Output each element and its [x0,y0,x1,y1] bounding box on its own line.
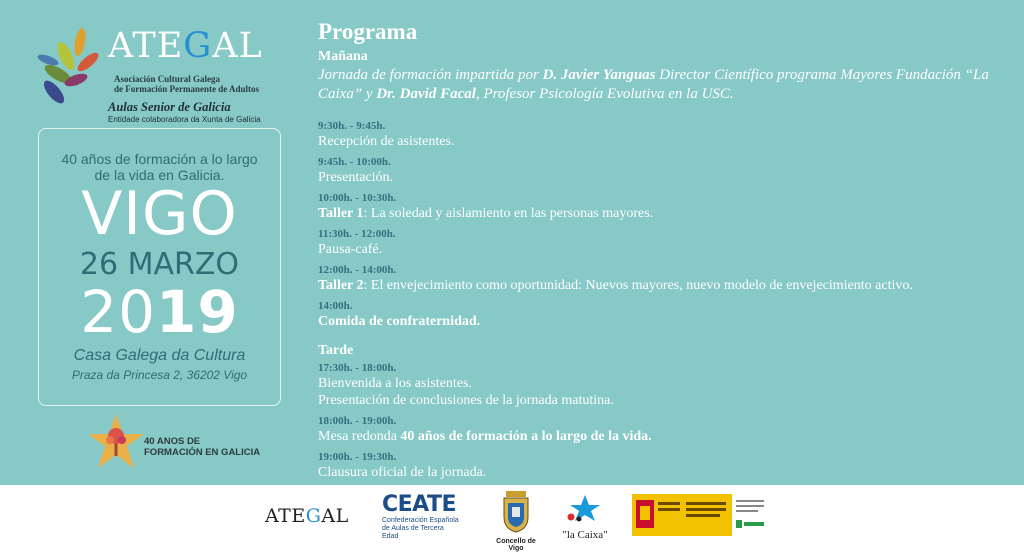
ceate-logo: CEATE Confederación Española de Aulas de Tercera Edad [382,492,459,540]
slot-text: Taller 1: La soledad y aislamiento en las personas mayores. [318,206,654,221]
caixa-star-icon [563,493,607,523]
event-venue: Casa Galega da Cultura [73,347,246,364]
program-intro: Jornada de formación impartida por D. Javier Yanguas Director Científico programa Mayores Fundación “La Caixa” y Dr. David Facal, Profesor Psicología Evolutiva en la USC. [318,67,989,102]
morning-slot [318,156,1008,186]
event-city: VIGO [81,179,238,249]
slot-text: Presentación. [318,170,394,185]
slot-time: 18:00h. - 19:00h. [318,415,397,427]
morning-label: Mañana [318,49,368,64]
slot-time: 19:00h. - 19:30h. [318,451,397,463]
afternoon-slot [318,362,1008,409]
program-title: Programa [318,19,418,44]
morning-slot [318,300,1008,330]
event-info-box [38,128,281,406]
slot-time: 12:00h. - 14:00h. [318,264,397,276]
leaves-emblem-icon [36,22,104,104]
la-caixa-logo: "la Caixa" [556,493,614,541]
program-section [318,18,1008,481]
event-address: Praza da Princesa 2, 36202 Vigo [71,368,248,382]
ategal-subtitle-1: Asociación Cultural Galega [114,74,220,84]
event-tagline: 40 años de formación a lo largo de la vida en Galicia. [61,151,258,183]
aulas-senior-label: Aulas Senior de Galicia [108,100,231,114]
slot-text: Pausa-café. [318,242,383,257]
ategal-footer-logo: ATEGAL [265,505,349,527]
concello-vigo-logo: Concello de Vigo [488,489,544,552]
morning-slot [318,264,1008,294]
slot-text: Recepción de asistentes. [318,134,455,149]
vigo-coat-of-arms-icon [500,489,532,533]
slot-time: 14:00h. [318,300,353,312]
slot-time: 9:45h. - 10:00h. [318,156,391,168]
sponsors-footer [0,485,1024,552]
ategal-wordmark: ATEGAL [108,26,263,66]
slot-time: 11:30h. - 12:00h. [318,228,396,240]
ategal-subtitle-2: de Formación Permanente de Adultos [114,84,259,94]
morning-slot [318,120,1008,150]
afternoon-slot [318,415,1008,445]
anniversary-badge [86,412,266,474]
ategal-logo [36,20,286,125]
afternoon-slot [318,451,1008,481]
afternoon-label: Tarde [318,343,354,358]
slot-text: Bienvenida a los asistentes. [318,376,472,391]
gobierno-espana-imserso-logo [632,494,768,536]
slot-text: Comida de confraternidad. [318,314,481,329]
event-date: 26 MARZO [79,247,240,282]
slot-text: Mesa redonda 40 años de formación a lo largo de la vida. [318,429,652,444]
slot-text: Presentación de conclusiones de la jornada matutina. [318,393,614,408]
morning-slot [318,228,1008,258]
slot-time: 10:00h. - 10:30h. [318,192,397,204]
star-tree-icon [86,412,146,472]
slot-time: 17:30h. - 18:00h. [318,362,397,374]
slot-text: Clausura oficial de la jornada. [318,465,487,480]
collaborating-entity: Entidade colaboradora da Xunta de Galicia [108,115,261,124]
slot-time: 9:30h. - 9:45h. [318,120,386,132]
event-year: 2019 [80,278,239,346]
slot-text: Taller 2: El envejecimiento como oportunidad: Nuevos mayores, nuevo modelo de envejecimiento activo. [318,278,913,293]
anniversary-text: 40 ANOS DE FORMACIÓN EN GALICIA [144,436,261,458]
morning-slot [318,192,1008,222]
